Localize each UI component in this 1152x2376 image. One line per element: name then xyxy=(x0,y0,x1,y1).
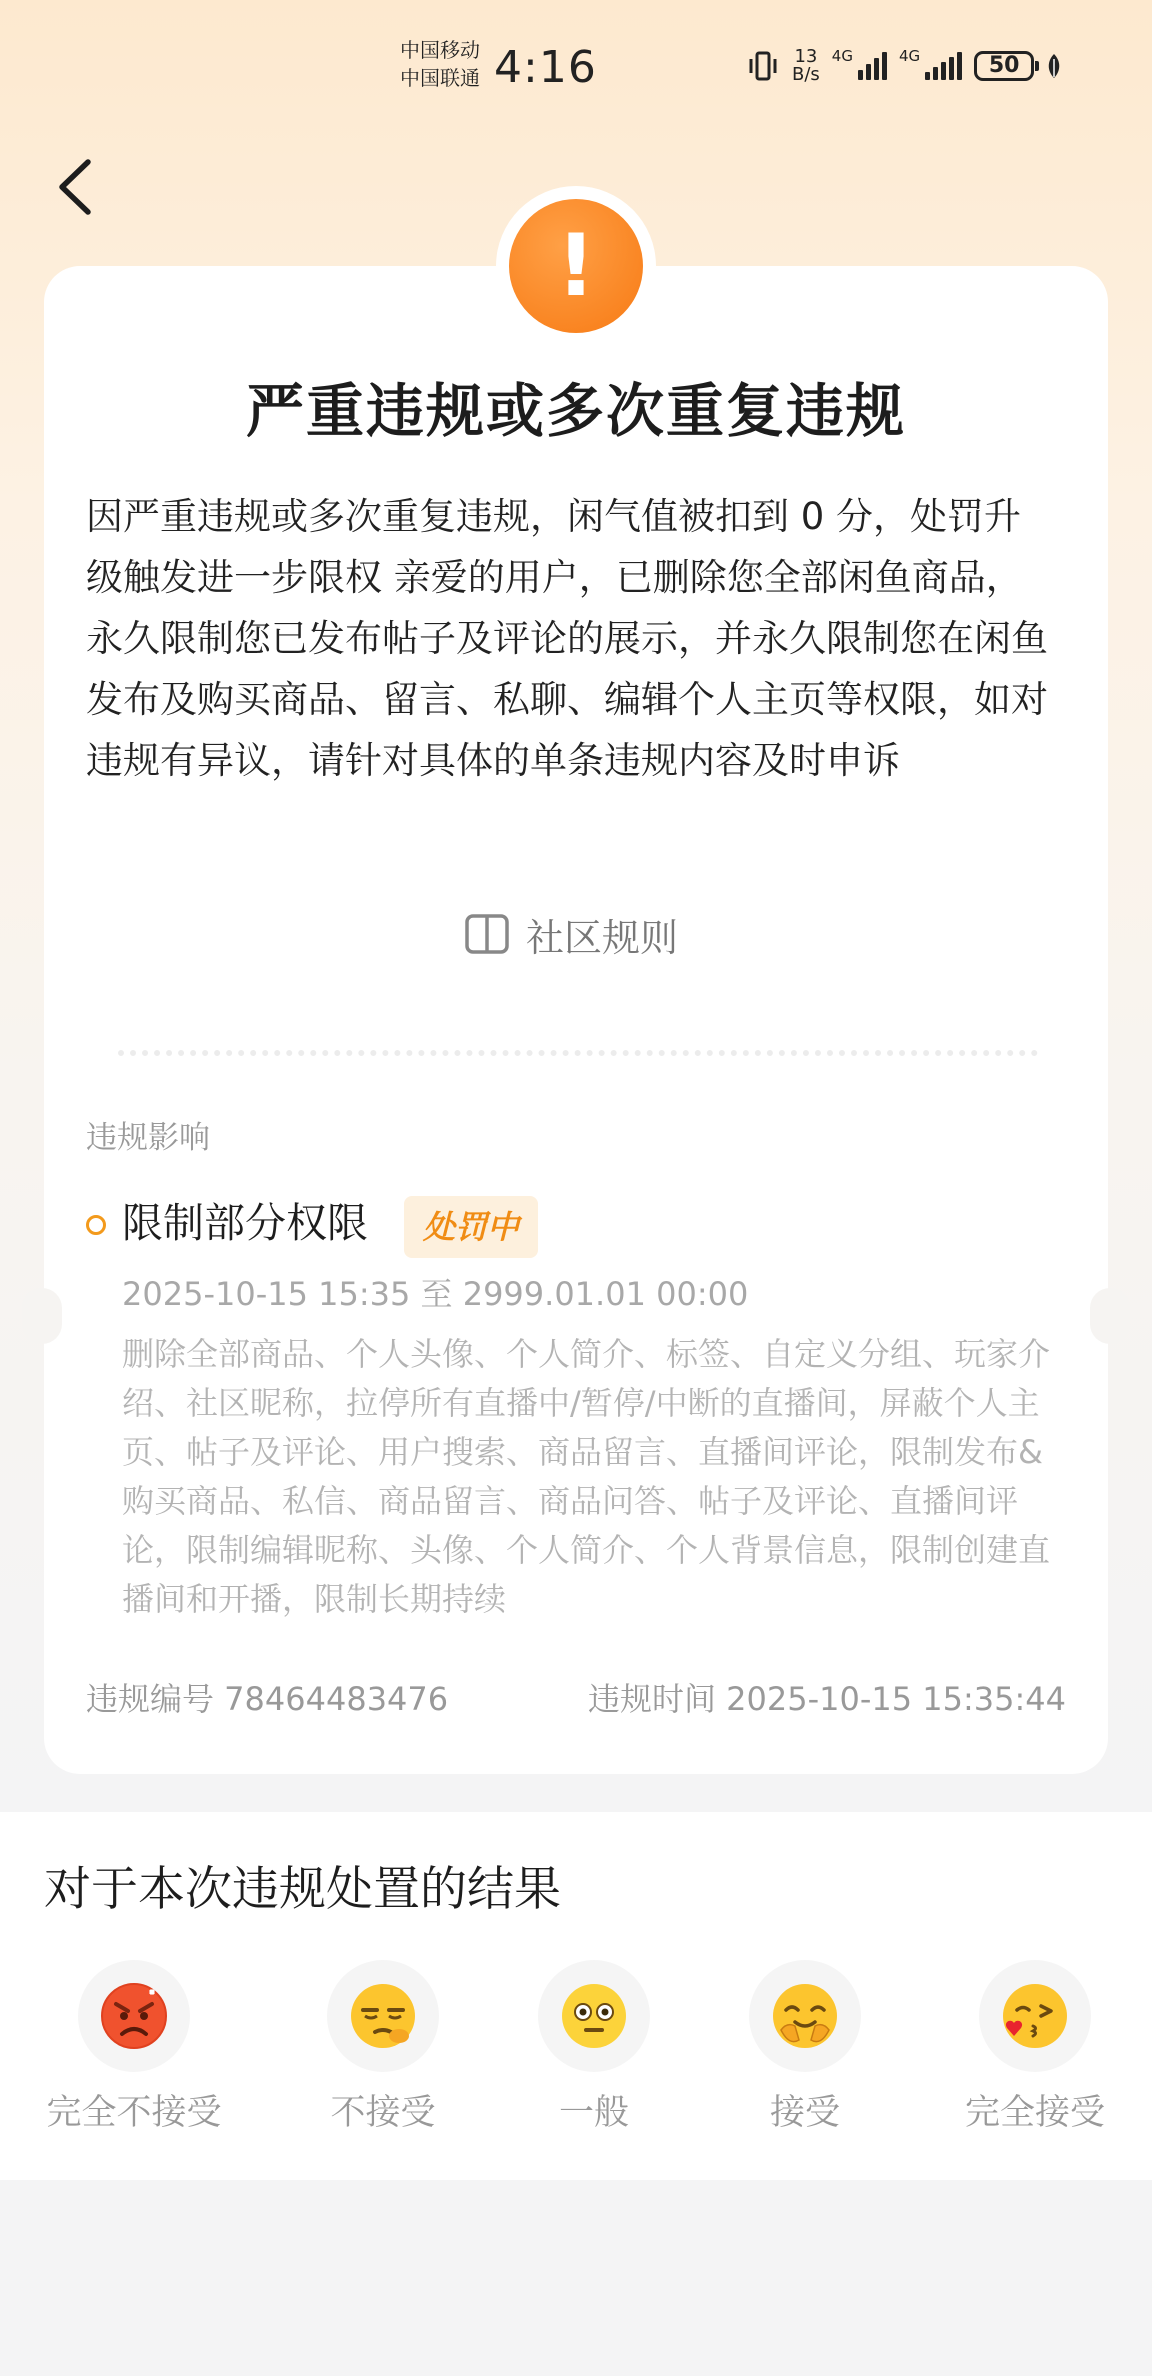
net-speed-unit: B/s xyxy=(792,64,820,85)
penalty-title: 限制部分权限 xyxy=(122,1199,368,1247)
feedback-label: 一般 xyxy=(558,2093,629,2133)
feedback-section xyxy=(0,1812,1152,2180)
back-button[interactable] xyxy=(52,156,100,218)
feedback-label: 完全接受 xyxy=(964,2093,1105,2133)
book-icon xyxy=(464,912,510,956)
violation-time: 违规时间 2025-10-15 15:35:44 xyxy=(587,1680,1066,1718)
signal-1-label: 4G xyxy=(831,47,853,65)
feedback-label: 完全不接受 xyxy=(46,2093,222,2133)
kissing-heart-face-icon xyxy=(979,1960,1091,2072)
vibrate-icon xyxy=(746,49,780,83)
violation-description: 因严重违规或多次重复违规，闲气值被扣到 0 分，处罚升级触发进一步限权 亲爱的用户，已删除您全部闲鱼商品，永久限制您已发布帖子及评论的展示，并永久限制您在闲鱼发布及购买商品、留言、私聊、编辑个人主页等权限，如对违规有异议，请针对具体的单条违规内容及时申诉 xyxy=(86,495,1048,782)
signal-icon xyxy=(831,47,887,80)
community-rules-label: 社区规则 xyxy=(526,915,679,960)
carrier-names xyxy=(400,36,480,92)
signal-icon xyxy=(898,47,962,80)
feedback-title: 对于本次违规处置的结果 xyxy=(44,1862,561,1917)
angry-face-icon xyxy=(78,1960,190,2072)
battery-icon: 50 xyxy=(974,51,1034,81)
leaf-icon xyxy=(1046,53,1062,79)
card-notch-right xyxy=(1090,1288,1130,1344)
community-rules-link[interactable] xyxy=(464,906,678,962)
carrier-2: 中国联通 xyxy=(400,66,480,90)
feedback-label: 不接受 xyxy=(330,2093,436,2133)
impact-section-label: 违规影响 xyxy=(86,1120,210,1156)
chevron-left-icon xyxy=(52,156,100,218)
card-notch-left xyxy=(22,1288,62,1344)
timeline-dot-icon xyxy=(86,1215,106,1235)
neutral-face-icon xyxy=(538,1960,650,2072)
penalty-detail: 删除全部商品、个人头像、个人简介、标签、自定义分组、玩家介绍、社区昵称，拉停所有直播中/暂停/中断的直播间，屏蔽个人主页、帖子及评论、用户搜索、商品留言、直播间评论，限制发布&购买商品、私信、商品留言、商品问答、帖子及评论、直播间评论，限制编辑昵称、头像、个人简介、个人背景信息，限制创建直播间和开播，限制长期持续 xyxy=(122,1335,1051,1618)
page-title: 严重违规或多次重复违规 xyxy=(245,377,906,445)
exclamation-icon: ! xyxy=(509,199,643,333)
penalty-period: 2025-10-15 15:35 至 2999.01.01 00:00 xyxy=(122,1275,749,1313)
card-divider xyxy=(118,1050,1038,1056)
status-bar xyxy=(0,0,1152,130)
net-speed xyxy=(792,48,820,84)
feedback-option-strongly-accept[interactable] xyxy=(935,1960,1135,2136)
feedback-option-strongly-reject[interactable] xyxy=(34,1960,234,2136)
bottom-empty-area xyxy=(0,2180,1152,2376)
feedback-label: 接受 xyxy=(769,2093,840,2133)
status-icons xyxy=(746,44,1062,88)
feedback-option-accept[interactable] xyxy=(705,1960,905,2136)
hugging-face-icon xyxy=(749,1960,861,2072)
violation-id: 违规编号 78464483476 xyxy=(86,1680,449,1718)
unamused-face-icon xyxy=(327,1960,439,2072)
status-badge: 处罚中 xyxy=(404,1196,538,1258)
clock: 4:16 xyxy=(494,42,597,93)
net-speed-value: 13 xyxy=(794,46,818,67)
feedback-option-neutral[interactable] xyxy=(494,1960,694,2136)
carrier-1: 中国移动 xyxy=(400,38,480,62)
feedback-option-reject[interactable] xyxy=(283,1960,483,2136)
signal-2-label: 4G xyxy=(898,47,921,65)
